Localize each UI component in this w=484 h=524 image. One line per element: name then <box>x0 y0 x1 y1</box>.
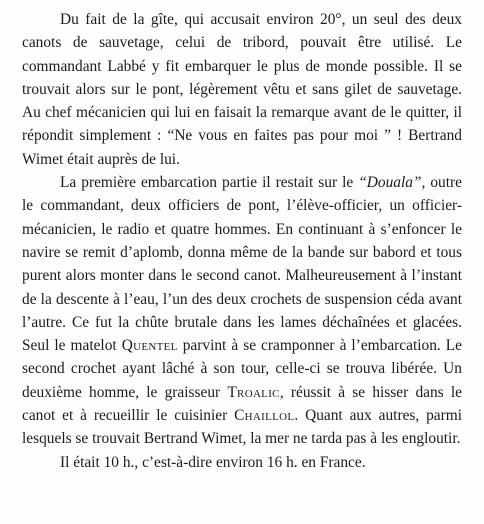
text-run: Du fait de la gîte, qui accusait environ 20°, un seul des deux canots de sauvetage, celui de tribord, pouvait être utilisé. Le commandant Labbé y fit embarquer le plus de monde possible. Il se trouvait alors sur le pont, légèrement vêtu et sans gilet de sauvetage. Au chef mécanicien qui lui en faisait la remarque avant de le quitter, il répondit simplement : “Ne vous en faites pas pour moi ” ! Bertrand Wimet était auprès de lui. <box>22 11 462 168</box>
ship-name: “Douala” <box>358 174 422 192</box>
document-page <box>22 8 462 474</box>
paragraph-heure <box>22 451 462 474</box>
text-run: , réussit à se hisser dans le canot et à recueillir le cuisinier <box>22 383 462 425</box>
paragraph-embarcation <box>22 171 462 451</box>
text-run: parvint à se cramponner à l’embarcation. Le second crochet ayant lâché à son tour, celle-ci se trouva libérée. Un deuxième homme, le graisseur <box>22 337 462 401</box>
person-name: Quentel <box>121 337 178 355</box>
person-name: Chaillol <box>234 407 295 425</box>
paragraph-gite <box>22 8 462 171</box>
text-run: Il était 10 h., c’est-à-dire environ 16 h. en France. <box>60 453 366 471</box>
person-name: Troalic <box>227 383 280 401</box>
text-run: . Quant aux autres, parmi lesquels se trouvait Bertrand Wimet, la mer ne tarda pas à les engloutir. <box>22 407 462 448</box>
text-run: , outre le commandant, deux officiers de pont, l’élève-officier, un officier-mécanicien, le radio et quatre hommes. En continuant à s’enfoncer le navire se remit d’aplomb, donna même de la bande sur babord et tous purent alors monter dans le second canot. Malheureusement à l’instant de la descente à l’eau, l’un des deux crochets de suspension céda avant l’autre. Ce fut la chûte brutale dans les lames déchaînées et glacées. Seul le matelot <box>22 174 462 355</box>
text-run: La première embarcation partie il restait sur le <box>60 174 359 192</box>
